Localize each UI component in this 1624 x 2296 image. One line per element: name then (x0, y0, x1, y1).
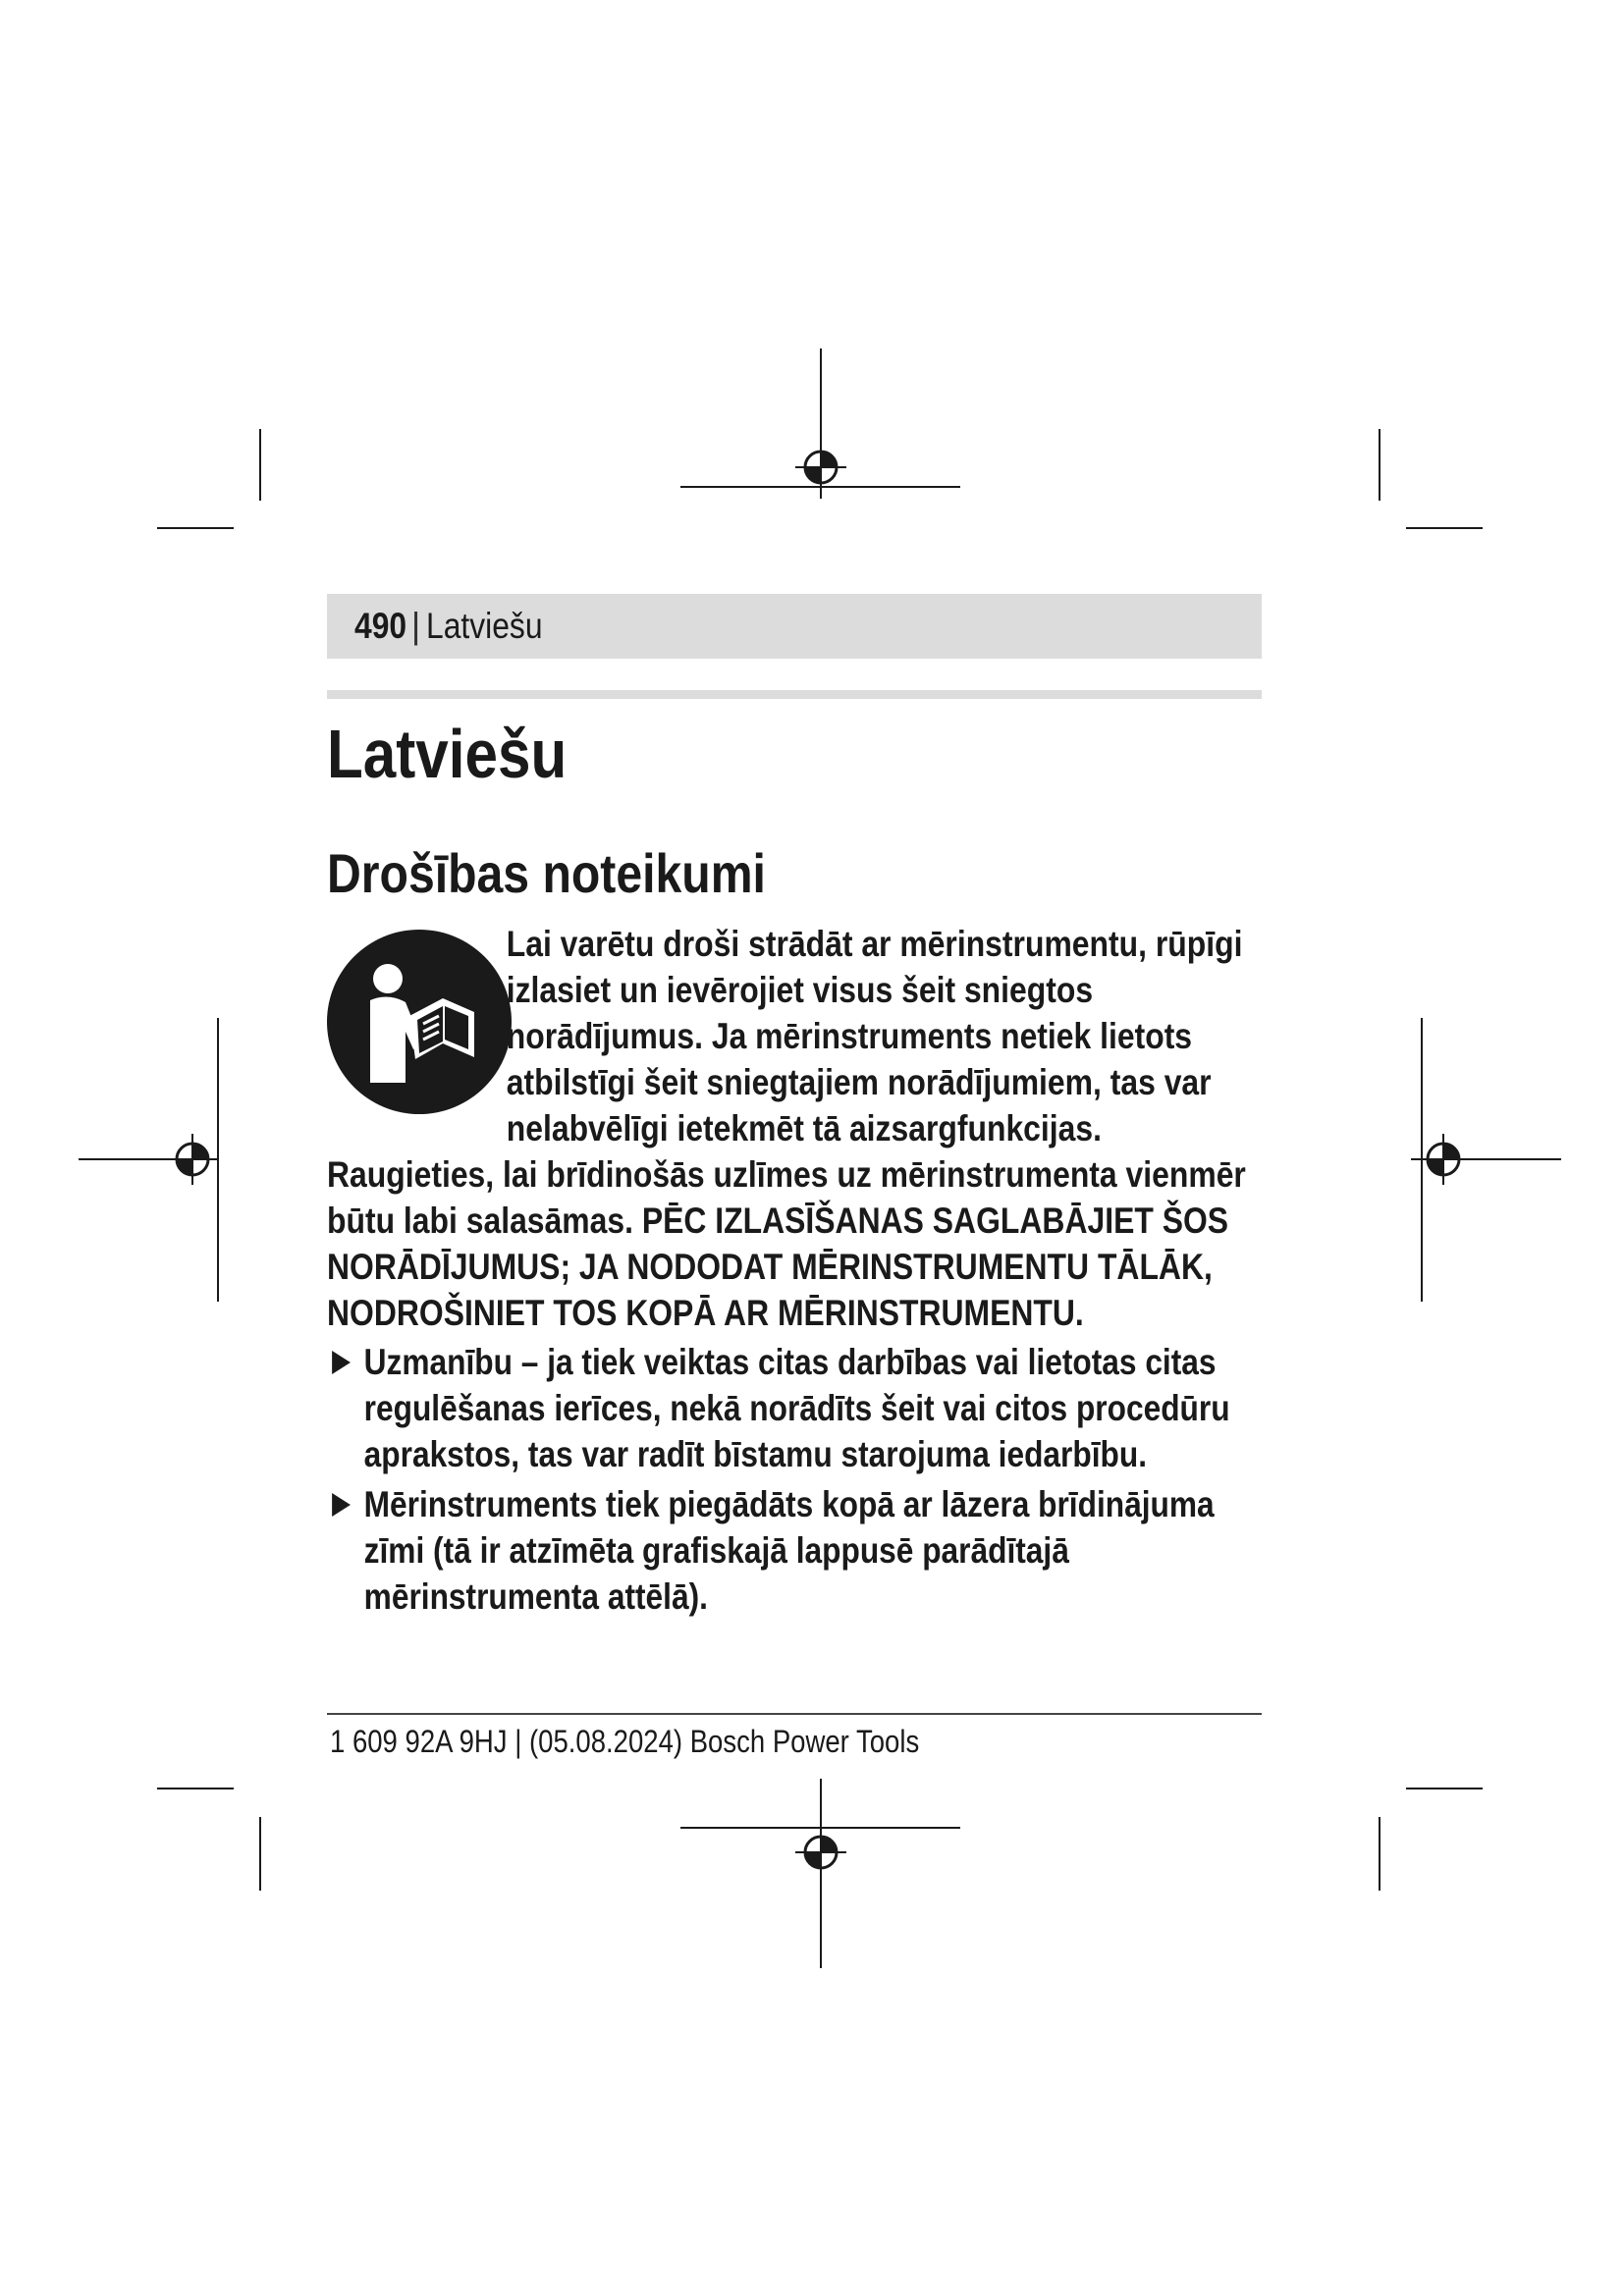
bullet-arrow-icon (332, 1351, 351, 1374)
page-footer: 1 609 92A 9HJ | (05.08.2024) Bosch Power Tools (330, 1724, 920, 1759)
safety-intro-text: Lai varētu droši strādāt ar mērinstrumentu, rūpīgi izlasiet un ievērojiet visus šeit sniegtos norādījumus. Ja mērinstruments netiek lietots atbilstīgi šeit sniegtajiem norādījumiem, tas var nelabvēlīgi ietekmēt tā aizsargfunkcijas. Raugieties, lai brīdinošās uzlīmes uz mērinstrumenta vienmēr būtu labi salasāmas. PĒC IZLASĪŠANAS SAGLABĀJIET ŠOS NORĀDĪJUMUS; JA NODODAT MĒRINSTRUMENTU TĀLĀK, NODROŠINIET TOS KOPĀ AR MĒRINSTRUMENTU. (327, 924, 1246, 1333)
footer-divider (327, 1713, 1262, 1715)
header-language: Latviešu (426, 606, 543, 646)
list-item (327, 1339, 1263, 1477)
list-item-text: Mērinstruments tiek piegādāts kopā ar lāzera brīdinājuma zīmi (tā ir atzīmēta grafiskajā lappusē parādītajā mērinstrumenta attēlā). (363, 1484, 1215, 1617)
safety-list (327, 1339, 1263, 1624)
list-item (327, 1481, 1263, 1620)
page-title: Latviešu (327, 716, 568, 792)
page-header (327, 594, 1262, 659)
section-heading: Drošības noteikumi (327, 842, 766, 904)
page-number: 490 (354, 606, 407, 646)
header-divider (327, 690, 1262, 699)
bullet-arrow-icon (332, 1493, 351, 1517)
safety-intro (327, 921, 1263, 1336)
list-item-text: Uzmanību – ja tiek veiktas citas darbības vai lietotas citas regulēšanas ierīces, nekā norādīts šeit vai citos procedūru aprakstos, tas var radīt bīstamu starojuma iedarbību. (363, 1342, 1230, 1474)
header-separator: | (410, 606, 421, 646)
